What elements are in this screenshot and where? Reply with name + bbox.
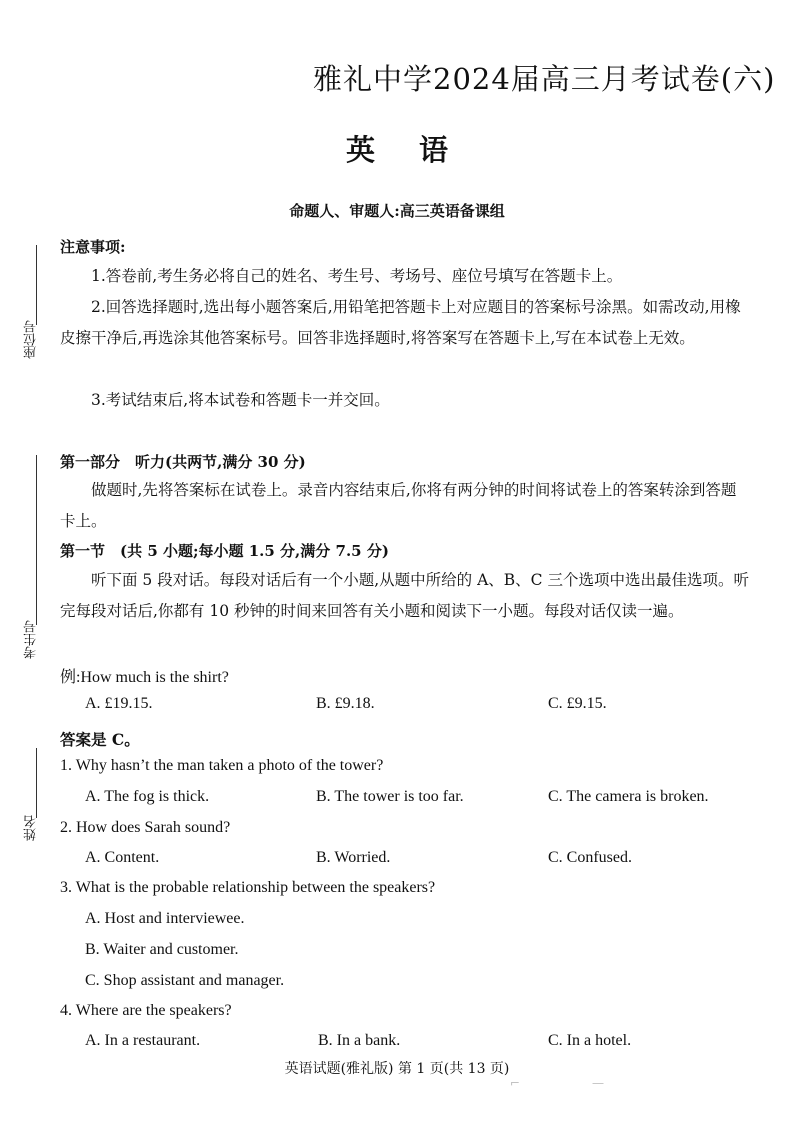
section1-heading: 第一节 (共 5 小题;每小题 1.5 分,满分 7.5 分) xyxy=(60,542,389,560)
scan-mark-right: — xyxy=(592,1076,604,1090)
question-3: 3. What is the probable relationship between the speakers? xyxy=(60,879,436,896)
example-option-c: C. £9.15. xyxy=(548,695,607,712)
seat-number-line xyxy=(36,245,37,325)
subject-heading xyxy=(0,128,794,169)
section1-intro: 听下面 5 段对话。每段对话后有一个小题,从题中所给的 A、B、C 三个选项中选出最佳选项。听完每段对话后,你都有 10 秒钟的时间来回答有关小题和阅读下一小题。每段对话仅读一遍。 xyxy=(60,571,749,620)
example-answer: 答案是 C。 xyxy=(60,730,140,749)
q3-option-a: A. Host and interviewee. xyxy=(85,910,245,927)
question-1: 1. Why hasn’t the man taken a photo of the tower? xyxy=(60,757,384,774)
example-option-a: A. £19.15. xyxy=(85,695,153,712)
question-2: 2. How does Sarah sound? xyxy=(60,819,231,836)
q2-option-b: B. Worried. xyxy=(316,849,391,866)
q1-option-c: C. The camera is broken. xyxy=(548,788,709,805)
notice-item-1: 1.答卷前,考生务必将自己的姓名、考生号、考场号、座位号填写在答题卡上。 xyxy=(91,267,623,285)
examinee-number-label: 考生号 xyxy=(24,620,39,659)
q2-option-a: A. Content. xyxy=(85,849,160,866)
authors-line: 命题人、审题人:高三英语备课组 xyxy=(289,202,505,220)
q4-option-b: B. In a bank. xyxy=(318,1032,401,1049)
name-line xyxy=(36,748,37,818)
q4-option-c: C. In a hotel. xyxy=(548,1032,632,1049)
part1-heading: 第一部分 听力(共两节,满分 30 分) xyxy=(60,453,306,471)
examinee-number-line xyxy=(36,455,37,625)
exam-title: 雅礼中学2024届高三月考试卷(六) xyxy=(313,62,776,96)
subject-char-2: 语 xyxy=(419,133,449,167)
page-footer: 英语试题(雅礼版) 第 1 页(共 13 页) xyxy=(284,1061,510,1077)
q1-option-b: B. The tower is too far. xyxy=(316,788,464,805)
example-option-b: B. £9.18. xyxy=(316,695,375,712)
notice-item-2: 2.回答选择题时,选出每小题答案后,用铅笔把答题卡上对应题目的答案标号涂黑。如需改动,用橡皮擦干净后,再选涂其他答案标号。回答非选择题时,将答案写在答题卡上,写在本试卷上无效。 xyxy=(60,298,741,347)
q1-option-a: A. The fog is thick. xyxy=(85,788,210,805)
subject-char-1: 英 xyxy=(345,133,375,167)
q3-option-b: B. Waiter and customer. xyxy=(85,941,239,958)
notice-heading: 注意事项: xyxy=(60,238,126,256)
scan-mark-left: ⌐ xyxy=(510,1076,521,1090)
notice-item-3: 3.考试结束后,将本试卷和答题卡一并交回。 xyxy=(91,391,390,409)
example-question: 例:How much is the shirt? xyxy=(60,669,229,686)
part1-intro: 做题时,先将答案标在试卷上。录音内容结束后,你将有两分钟的时间将试卷上的答案转涂到答题卡上。 xyxy=(60,481,737,530)
q4-option-a: A. In a restaurant. xyxy=(85,1032,201,1049)
question-4: 4. Where are the speakers? xyxy=(60,1002,232,1019)
seat-number-label: 座位号 xyxy=(24,320,39,359)
q2-option-c: C. Confused. xyxy=(548,849,632,866)
name-label: 姓名 xyxy=(24,815,39,841)
q3-option-c: C. Shop assistant and manager. xyxy=(85,972,285,989)
